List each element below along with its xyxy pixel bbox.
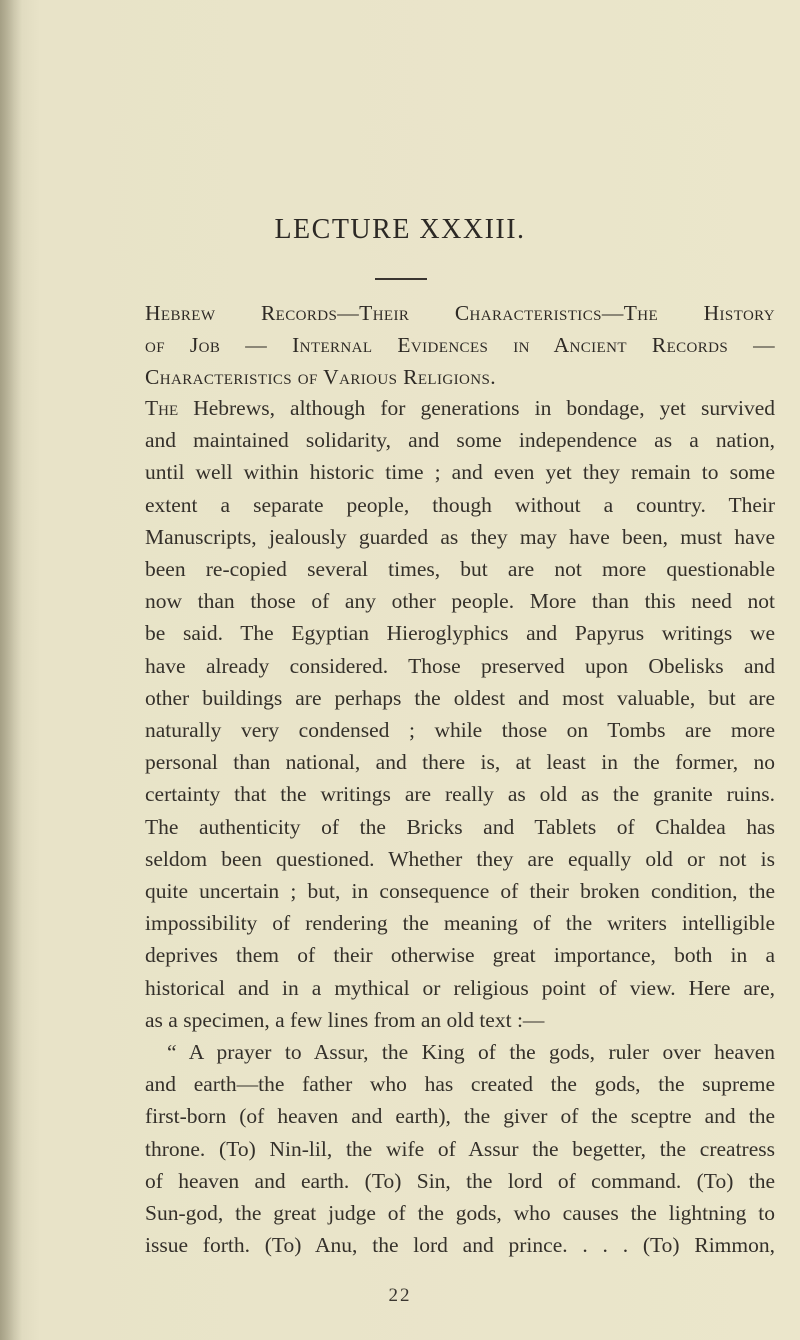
- summary-line: of Job — Internal Evidences in Ancient Records —: [145, 333, 775, 357]
- text-line: be said. The Egyptian Hieroglyphics and Papyrus writings we: [145, 621, 775, 646]
- text-line: now than those of any other people. More than this need not: [145, 589, 775, 614]
- text-line: have already considered. Those preserved upon Obelisks and: [145, 653, 775, 678]
- summary-line: Characteristics of Various Religions.: [145, 365, 496, 389]
- text-line: other buildings are perhaps the oldest and most valuable, but are: [145, 685, 775, 710]
- text-line: first-born (of heaven and earth), the giver of the sceptre and the: [145, 1104, 775, 1129]
- first-line-text: Hebrews, although for generations in bondage, yet survived: [178, 396, 775, 420]
- text-line: Manuscripts, jealously guarded as they may have been, must have: [145, 524, 775, 549]
- text-line: deprives them of their otherwise great importance, both in a: [145, 943, 775, 968]
- summary-line: Hebrew Records—Their Characteristics—The History: [145, 301, 775, 325]
- text-line: Sun-god, the great judge of the gods, who causes the lightning to: [145, 1201, 775, 1226]
- text-line: as a specimen, a few lines from an old text :—: [145, 1007, 545, 1032]
- title-divider: [375, 278, 427, 280]
- text-line: quite uncertain ; but, in consequence of their broken condition, the: [145, 879, 775, 904]
- text-line: The authenticity of the Bricks and Tablets of Chaldea has: [145, 814, 775, 839]
- text-line: until well within historic time ; and even yet they remain to some: [145, 460, 775, 485]
- text-line: personal than national, and there is, at least in the former, no: [145, 750, 775, 775]
- text-line: issue forth. (To) Anu, the lord and prince. . . . (To) Rimmon,: [145, 1233, 775, 1258]
- page-number: 22: [388, 1285, 412, 1306]
- spine-shadow: [0, 0, 22, 1340]
- quote-first-line: “ A prayer to Assur, the King of the gods, ruler over heaven: [167, 1040, 775, 1065]
- text-line: been re-copied several times, but are not more questionable: [145, 557, 775, 582]
- text-line: certainty that the writings are really as old as the granite ruins.: [145, 782, 775, 807]
- text-line: and maintained solidarity, and some independence as a nation,: [145, 428, 775, 453]
- text-line: and earth—the father who has created the gods, the supreme: [145, 1072, 775, 1097]
- chapter-summary: [145, 297, 775, 393]
- text-line: throne. (To) Nin-lil, the wife of Assur the begetter, the creatress: [145, 1136, 775, 1161]
- text-line: impossibility of rendering the meaning of the writers intelligible: [145, 911, 775, 936]
- body-text: [145, 392, 775, 1261]
- text-line: historical and in a mythical or religious point of view. Here are,: [145, 975, 775, 1000]
- text-line: naturally very condensed ; while those on Tombs are more: [145, 718, 775, 743]
- text-line: seldom been questioned. Whether they are equally old or not is: [145, 846, 775, 871]
- paragraph-first-line: [145, 392, 775, 424]
- text-line: of heaven and earth. (To) Sin, the lord of command. (To) the: [145, 1168, 775, 1193]
- first-word: The: [145, 396, 179, 420]
- lecture-title: LECTURE XXXIII.: [274, 214, 526, 245]
- text-line: extent a separate people, though without a country. Their: [145, 492, 775, 517]
